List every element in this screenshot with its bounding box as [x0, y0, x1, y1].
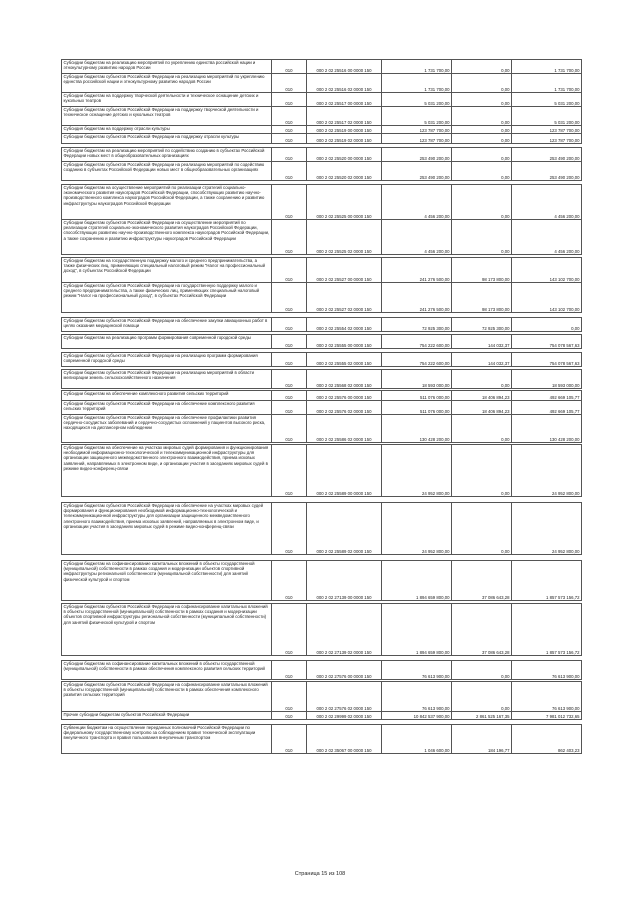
row-remaining-amount: 492 669 105,77	[512, 391, 582, 401]
row-name: Субсидии бюджетам на обеспечение комплексного развития сельских территорий	[62, 391, 272, 401]
row-remaining-amount: 24 952 800,00	[512, 445, 582, 497]
row-plan-amount: 1 731 700,00	[382, 60, 452, 74]
row-code: 010	[272, 712, 307, 720]
row-executed-amount: 37 086 643,28	[452, 561, 512, 601]
table-row	[62, 134, 582, 144]
row-plan-amount: 5 031 200,00	[382, 107, 452, 126]
table-row	[62, 401, 582, 415]
row-name: Субсидии бюджетам субъектов Российской Федерации на осуществление мероприятий по реализации стратегий социально-экономического развития наукоградов Российской Федерации, способствующих развитию научно-производственного комплекса наукоградов Российской Федерации, а также сохранению и развитию инфраструктуры наукоградов Российской Федерации	[62, 220, 272, 255]
table-row	[62, 370, 582, 389]
row-executed-amount: 0,00	[452, 107, 512, 126]
row-executed-amount: 0,00	[452, 134, 512, 144]
row-kbk: 000 2 02 27139 00 0000 150	[307, 561, 382, 601]
row-code: 010	[272, 318, 307, 332]
table-row	[62, 391, 582, 401]
row-executed-amount: 0,00	[452, 661, 512, 680]
row-remaining-amount: 4 456 200,00	[512, 185, 582, 220]
row-code: 010	[272, 725, 307, 754]
row-code: 010	[272, 148, 307, 162]
row-name: Субсидия бюджетам на поддержку отрасли культуры	[62, 126, 272, 134]
table-row	[62, 561, 582, 601]
row-code: 010	[272, 220, 307, 255]
row-remaining-amount: 123 787 700,00	[512, 134, 582, 144]
row-kbk: 000 2 02 27139 02 0000 150	[307, 604, 382, 656]
table-row	[62, 60, 582, 74]
row-executed-amount: 0,00	[452, 220, 512, 255]
row-plan-amount: 76 613 900,00	[382, 661, 452, 680]
row-code: 010	[272, 661, 307, 680]
row-code: 010	[272, 353, 307, 367]
table-row	[62, 283, 582, 313]
row-executed-amount: 0,00	[452, 503, 512, 555]
table-row	[62, 335, 582, 349]
row-remaining-amount: 754 078 567,63	[512, 335, 582, 349]
row-code: 010	[272, 561, 307, 601]
row-kbk: 000 2 02 25525 02 0000 150	[307, 220, 382, 255]
row-executed-amount: 0,00	[452, 162, 512, 181]
row-name: Субсидии бюджетам субъектов Российской Федерации на софинансирование капитальных вложений в объекты государственной (муниципальной) собственности в рамках создания и модернизации объектов спортивной инфраструктуры региональной собственности (муниципальной собственности) для занятий физической культурой и спортом	[62, 604, 272, 656]
row-kbk: 000 2 02 25576 00 0000 150	[307, 391, 382, 401]
row-kbk: 000 2 02 25589 00 0000 150	[307, 445, 382, 497]
row-kbk: 000 2 02 25517 02 0000 150	[307, 107, 382, 126]
row-kbk: 000 2 02 25586 02 0000 150	[307, 415, 382, 443]
row-code: 010	[272, 503, 307, 555]
row-kbk: 000 2 02 25516 02 0000 150	[307, 74, 382, 93]
row-name: Субсидии бюджетам на реализацию мероприятий по укреплению единства российской нации и этнокультурному развитию народов России	[62, 60, 272, 74]
row-name: Субсидии бюджетам на софинансирование капитальных вложений в объекты государственной (муниципальной) собственности в рамках создания и модернизации объектов спортивной инфраструктуры региональной собственности (муниципальной собственности) для занятий физической культурой и спортом	[62, 561, 272, 601]
row-executed-amount: 0,00	[452, 74, 512, 93]
row-remaining-amount: 0,00	[512, 318, 582, 332]
row-remaining-amount: 5 031 200,00	[512, 93, 582, 107]
row-code: 010	[272, 401, 307, 415]
row-remaining-amount: 1 857 573 156,72	[512, 604, 582, 656]
row-remaining-amount: 253 490 200,00	[512, 162, 582, 181]
row-executed-amount: 2 861 525 167,35	[452, 712, 512, 720]
row-remaining-amount: 7 981 012 732,65	[512, 712, 582, 720]
row-kbk: 000 2 02 25517 00 0000 150	[307, 93, 382, 107]
row-executed-amount: 0,00	[452, 185, 512, 220]
row-remaining-amount: 862 403,23	[512, 725, 582, 754]
table-row	[62, 258, 582, 283]
table-row	[62, 503, 582, 555]
table-row	[62, 107, 582, 126]
row-name: Субсидии бюджетам субъектов Российской Федерации на реализацию мероприятий по содействию созданию в субъектах Российской Федерации новых мест в общеобразовательных организациях	[62, 162, 272, 181]
row-plan-amount: 1 894 659 800,00	[382, 561, 452, 601]
row-code: 010	[272, 185, 307, 220]
row-code: 010	[272, 370, 307, 389]
row-kbk: 000 2 02 25568 02 0000 150	[307, 370, 382, 389]
row-code: 010	[272, 60, 307, 74]
row-kbk: 000 2 02 25516 00 0000 150	[307, 60, 382, 74]
budget-execution-table	[61, 59, 582, 754]
row-code: 010	[272, 391, 307, 401]
row-kbk: 000 2 02 35067 00 0000 150	[307, 725, 382, 754]
row-code: 010	[272, 415, 307, 443]
row-code: 010	[272, 162, 307, 181]
row-plan-amount: 24 952 800,00	[382, 445, 452, 497]
row-kbk: 000 2 02 25519 00 0000 150	[307, 126, 382, 134]
row-plan-amount: 123 787 700,00	[382, 126, 452, 134]
row-code: 010	[272, 134, 307, 144]
row-plan-amount: 4 456 200,00	[382, 220, 452, 255]
row-kbk: 000 2 02 25555 00 0000 150	[307, 335, 382, 349]
row-plan-amount: 241 276 500,00	[382, 283, 452, 313]
row-name: Субсидии бюджетам субъектов Российской Федерации на реализацию мероприятий в области мелиорации земель сельскохозяйственного назначения	[62, 370, 272, 389]
row-kbk: 000 2 02 25525 00 0000 150	[307, 185, 382, 220]
row-executed-amount: 18 406 894,23	[452, 401, 512, 415]
row-name: Субсидии бюджетам субъектов Российской Федерации на обеспечение на участках мировых судей формирования и функционирования необходимой информационно-технологической и телекоммуникационной инфраструктуры для организации защищенного межведомственного электронного взаимодействия, приема исковых заявлений, направляемых в электронном виде, и организации участия в заседаниях мировых судей в режиме видео-конференц-связи	[62, 503, 272, 555]
row-plan-amount: 72 925 300,00	[382, 318, 452, 332]
row-plan-amount: 241 276 500,00	[382, 258, 452, 283]
row-plan-amount: 1 731 700,00	[382, 74, 452, 93]
table-row	[62, 712, 582, 720]
row-kbk: 000 2 02 25527 02 0000 150	[307, 283, 382, 313]
table-row	[62, 148, 582, 162]
row-plan-amount: 253 490 200,00	[382, 162, 452, 181]
table-row	[62, 318, 582, 332]
row-executed-amount: 0,00	[452, 415, 512, 443]
row-remaining-amount: 143 102 700,00	[512, 258, 582, 283]
table-row	[62, 126, 582, 134]
table-row	[62, 682, 582, 712]
row-executed-amount: 98 173 800,00	[452, 258, 512, 283]
row-code: 010	[272, 682, 307, 712]
row-plan-amount: 4 456 200,00	[382, 185, 452, 220]
row-name: Субсидии бюджетам на обеспечение на участках мировых судей формирования и функционирования необходимой информационно-технологической и телекоммуникационной инфраструктуры для организации защищенного межведомственного электронного взаимодействия, приема исковых заявлений, направляемых в электронном виде, и организации участия в заседаниях мировых судей в режиме видео-конференц-связи	[62, 445, 272, 497]
row-executed-amount: 98 173 800,00	[452, 283, 512, 313]
row-remaining-amount: 492 669 105,77	[512, 401, 582, 415]
row-plan-amount: 18 593 000,00	[382, 370, 452, 389]
row-executed-amount: 144 032,37	[452, 335, 512, 349]
row-code: 010	[272, 107, 307, 126]
row-plan-amount: 511 076 000,00	[382, 401, 452, 415]
row-name: Субсидии бюджетам на поддержку творческой деятельности и техническое оснащение детских и кукольных театров	[62, 93, 272, 107]
row-code: 010	[272, 93, 307, 107]
row-executed-amount: 0,00	[452, 148, 512, 162]
row-executed-amount: 0,00	[452, 93, 512, 107]
row-remaining-amount: 253 490 200,00	[512, 148, 582, 162]
row-name: Субвенции бюджетам на осуществление переданных полномочий Российской Федерации по федеральному государственному контролю за соблюдением правил технической эксплуатации внеуличного транспорта и правил пользования внеуличным транспортом	[62, 725, 272, 754]
row-plan-amount: 511 076 000,00	[382, 391, 452, 401]
row-code: 010	[272, 74, 307, 93]
row-kbk: 000 2 02 27576 02 0000 150	[307, 682, 382, 712]
row-name: Субсидии бюджетам на государственную поддержку малого и среднего предпринимательства, а также физических лиц, применяющих специальный налоговый режим "Налог на профессиональный доход", в субъектах Российской Федерации	[62, 258, 272, 283]
table-row	[62, 415, 582, 443]
row-remaining-amount: 76 613 900,00	[512, 661, 582, 680]
page-number: Страница 15 из 108	[294, 871, 346, 877]
row-name: Субсидии бюджетам субъектов Российской Федерации на реализацию программ формирования современной городской среды	[62, 353, 272, 367]
row-code: 010	[272, 604, 307, 656]
row-remaining-amount: 754 078 567,63	[512, 353, 582, 367]
row-executed-amount: 144 032,37	[452, 353, 512, 367]
row-kbk: 000 2 02 25554 02 0000 150	[307, 318, 382, 332]
row-remaining-amount: 4 456 200,00	[512, 220, 582, 255]
row-executed-amount: 0,00	[452, 445, 512, 497]
row-name: Субсидии бюджетам на осуществление мероприятий по реализации стратегий социально-экономического развития наукоградов Российской Федерации, способствующих развитию научно-производственного комплекса наукоградов Российской Федерации, а также сохранению и развитию инфраструктуры наукоградов Российской Федерации	[62, 185, 272, 220]
row-remaining-amount: 130 428 200,00	[512, 415, 582, 443]
row-kbk: 000 2 02 25520 00 0000 150	[307, 148, 382, 162]
row-plan-amount: 10 842 537 900,00	[382, 712, 452, 720]
table-row	[62, 725, 582, 754]
row-executed-amount: 37 086 643,28	[452, 604, 512, 656]
row-code: 010	[272, 335, 307, 349]
row-kbk: 000 2 02 25576 02 0000 150	[307, 401, 382, 415]
row-name: Субсидии бюджетам субъектов Российской Федерации на поддержку творческой деятельности и техническое оснащение детских и кукольных театров	[62, 107, 272, 126]
table-row	[62, 220, 582, 255]
row-remaining-amount: 1 731 700,00	[512, 60, 582, 74]
row-plan-amount: 1 046 600,00	[382, 725, 452, 754]
row-plan-amount: 123 787 700,00	[382, 134, 452, 144]
row-executed-amount: 0,00	[452, 682, 512, 712]
row-executed-amount: 72 925 300,00	[452, 318, 512, 332]
table-row	[62, 74, 582, 93]
row-kbk: 000 2 02 27576 00 0000 150	[307, 661, 382, 680]
row-executed-amount: 184 196,77	[452, 725, 512, 754]
row-name: Субсидии бюджетам субъектов Российской Федерации на обеспечение профилактики развития сердечно-сосудистых заболеваний и сердечно-сосудистых осложнений у пациентов высокого риска, находящихся на диспансерном наблюдении	[62, 415, 272, 443]
table-row	[62, 661, 582, 680]
row-code: 010	[272, 283, 307, 313]
table-row	[62, 445, 582, 497]
row-name: Субсидии бюджетам субъектов Российской Федерации на реализацию мероприятий по укреплению единства российской нации и этнокультурному развитию народов России	[62, 74, 272, 93]
row-name: Субсидии бюджетам субъектов Российской Федерации на софинансирование капитальных вложений в объекты государственной (муниципальной) собственности в рамках обеспечения комплексного развития сельских территорий	[62, 682, 272, 712]
row-name: Субсидии бюджетам субъектов Российской Федерации на государственную поддержку малого и среднего предпринимательства, а также физических лиц, применяющих специальный налоговый режим "Налог на профессиональный доход", в субъектах Российской Федерации	[62, 283, 272, 313]
row-kbk: 000 2 02 25555 02 0000 150	[307, 353, 382, 367]
row-name: Прочие субсидии бюджетам субъектов Российской Федерации	[62, 712, 272, 720]
row-kbk: 000 2 02 25520 02 0000 150	[307, 162, 382, 181]
row-plan-amount: 1 894 659 800,00	[382, 604, 452, 656]
row-plan-amount: 253 490 200,00	[382, 148, 452, 162]
row-name: Субсидии бюджетам субъектов Российской Федерации на обеспечение комплексного развития сельских территорий	[62, 401, 272, 415]
budget-table-page	[61, 59, 581, 754]
row-name: Субсидии бюджетам субъектов Российской Федерации на поддержку отрасли культуры	[62, 134, 272, 144]
row-plan-amount: 24 952 800,00	[382, 503, 452, 555]
row-name: Субсидии бюджетам на реализацию мероприятий по содействию созданию в субъектах Российской Федерации новых мест в общеобразовательных организациях	[62, 148, 272, 162]
table-row	[62, 185, 582, 220]
row-code: 010	[272, 445, 307, 497]
row-remaining-amount: 1 731 700,00	[512, 74, 582, 93]
row-name: Субсидии бюджетам на софинансирование капитальных вложений в объекты государственной (муниципальной) собственности в рамках обеспечения комплексного развития сельских территорий	[62, 661, 272, 680]
row-remaining-amount: 18 593 000,00	[512, 370, 582, 389]
row-executed-amount: 18 406 894,23	[452, 391, 512, 401]
row-remaining-amount: 5 031 200,00	[512, 107, 582, 126]
table-row	[62, 162, 582, 181]
row-kbk: 000 2 02 25519 02 0000 150	[307, 134, 382, 144]
row-executed-amount: 0,00	[452, 126, 512, 134]
row-code: 010	[272, 258, 307, 283]
row-remaining-amount: 1 857 573 156,72	[512, 561, 582, 601]
row-kbk: 000 2 02 25527 00 0000 150	[307, 258, 382, 283]
row-kbk: 000 2 02 25589 02 0000 150	[307, 503, 382, 555]
row-executed-amount: 0,00	[452, 370, 512, 389]
row-executed-amount: 0,00	[452, 60, 512, 74]
row-remaining-amount: 24 952 800,00	[512, 503, 582, 555]
table-row	[62, 604, 582, 656]
table-row	[62, 93, 582, 107]
row-remaining-amount: 76 613 900,00	[512, 682, 582, 712]
row-plan-amount: 130 428 200,00	[382, 415, 452, 443]
table-row	[62, 353, 582, 367]
row-plan-amount: 754 222 600,00	[382, 335, 452, 349]
row-remaining-amount: 123 787 700,00	[512, 126, 582, 134]
row-plan-amount: 76 613 900,00	[382, 682, 452, 712]
row-name: Субсидии бюджетам на реализацию программ формирования современной городской среды	[62, 335, 272, 349]
row-plan-amount: 754 222 600,00	[382, 353, 452, 367]
row-code: 010	[272, 126, 307, 134]
row-remaining-amount: 143 102 700,00	[512, 283, 582, 313]
row-kbk: 000 2 02 29999 02 0000 150	[307, 712, 382, 720]
row-name: Субсидии бюджетам субъектов Российской Федерации на обеспечение закупки авиационных работ в целях оказания медицинской помощи	[62, 318, 272, 332]
row-plan-amount: 5 031 200,00	[382, 93, 452, 107]
